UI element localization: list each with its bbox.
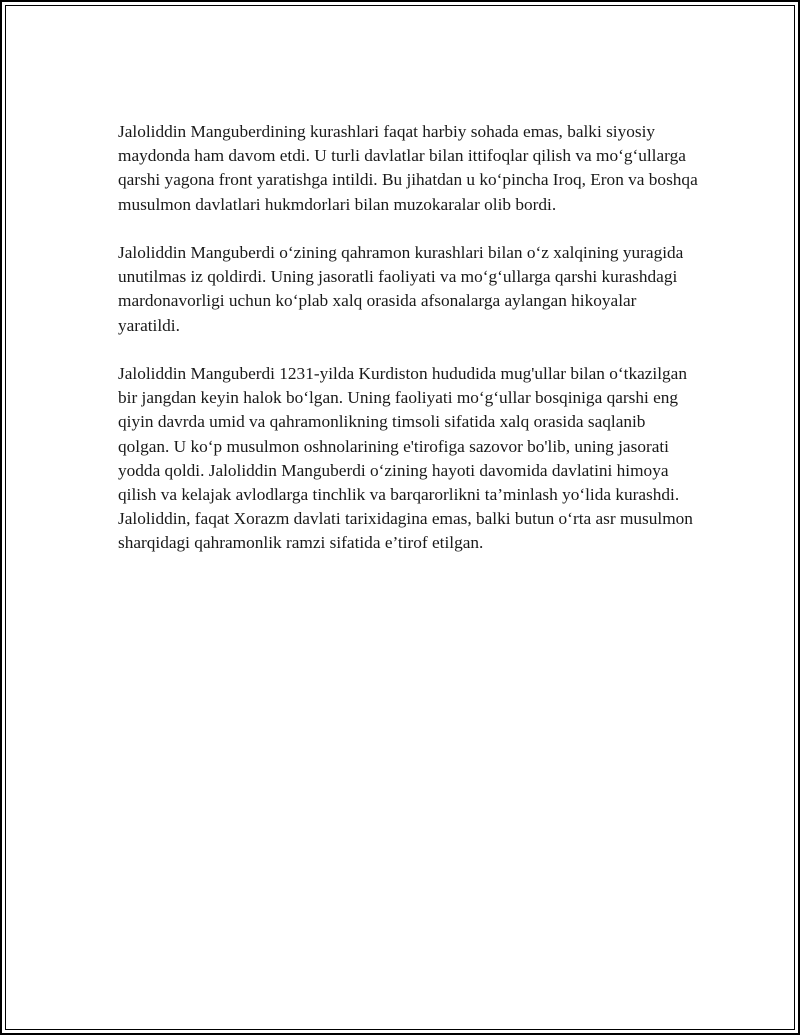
- paragraph-3: Jaloliddin Manguberdi 1231-yilda Kurdiston hududida mug'ullar bilan o‘tkazilgan bir jangdan keyin halok bo‘lgan. Uning faoliyati mo‘g‘ullar bosqiniga qarshi eng qiyin davrda umid va qahramonlikning timsoli sifatida xalq orasida saqlanib qolgan. U ko‘p musulmon oshnolarining e'tirofiga sazovor bo'lib, uning jasorati yodda qoldi. Jaloliddin Manguberdi o‘zining hayoti davomida davlatini himoya qilish va kelajak avlodlarga tinchlik va barqarorlikni ta’minlash yo‘lida kurashdi. Jaloliddin, faqat Xorazm davlati tarixidagina emas, balki butun o‘rta asr musulmon sharqidagi qahramonlik ramzi sifatida e’tirof etilgan.: [118, 364, 693, 553]
- paragraph-2: Jaloliddin Manguberdi o‘zining qahramon kurashlari bilan o‘z xalqining yuragida unutilmas iz qoldirdi. Uning jasoratli faoliyati va mo‘g‘ullarga qarshi kurashdagi mardonavorligi uchun ko‘plab xalq orasida afsonalarga aylangan hikoyalar yaratildi.: [118, 243, 684, 335]
- document-body: [118, 120, 698, 580]
- paragraph-1: Jaloliddin Manguberdining kurashlari faqat harbiy sohada emas, balki siyosiy maydonda ham davom etdi. U turli davlatlar bilan ittifoqlar qilish va mo‘g‘ullarga qarshi yagona front yaratishga intildi. Bu jihatdan u ko‘pincha Iroq, Eron va boshqa musulmon davlatlari hukmdorlari bilan muzokaralar olib bordi.: [118, 122, 698, 214]
